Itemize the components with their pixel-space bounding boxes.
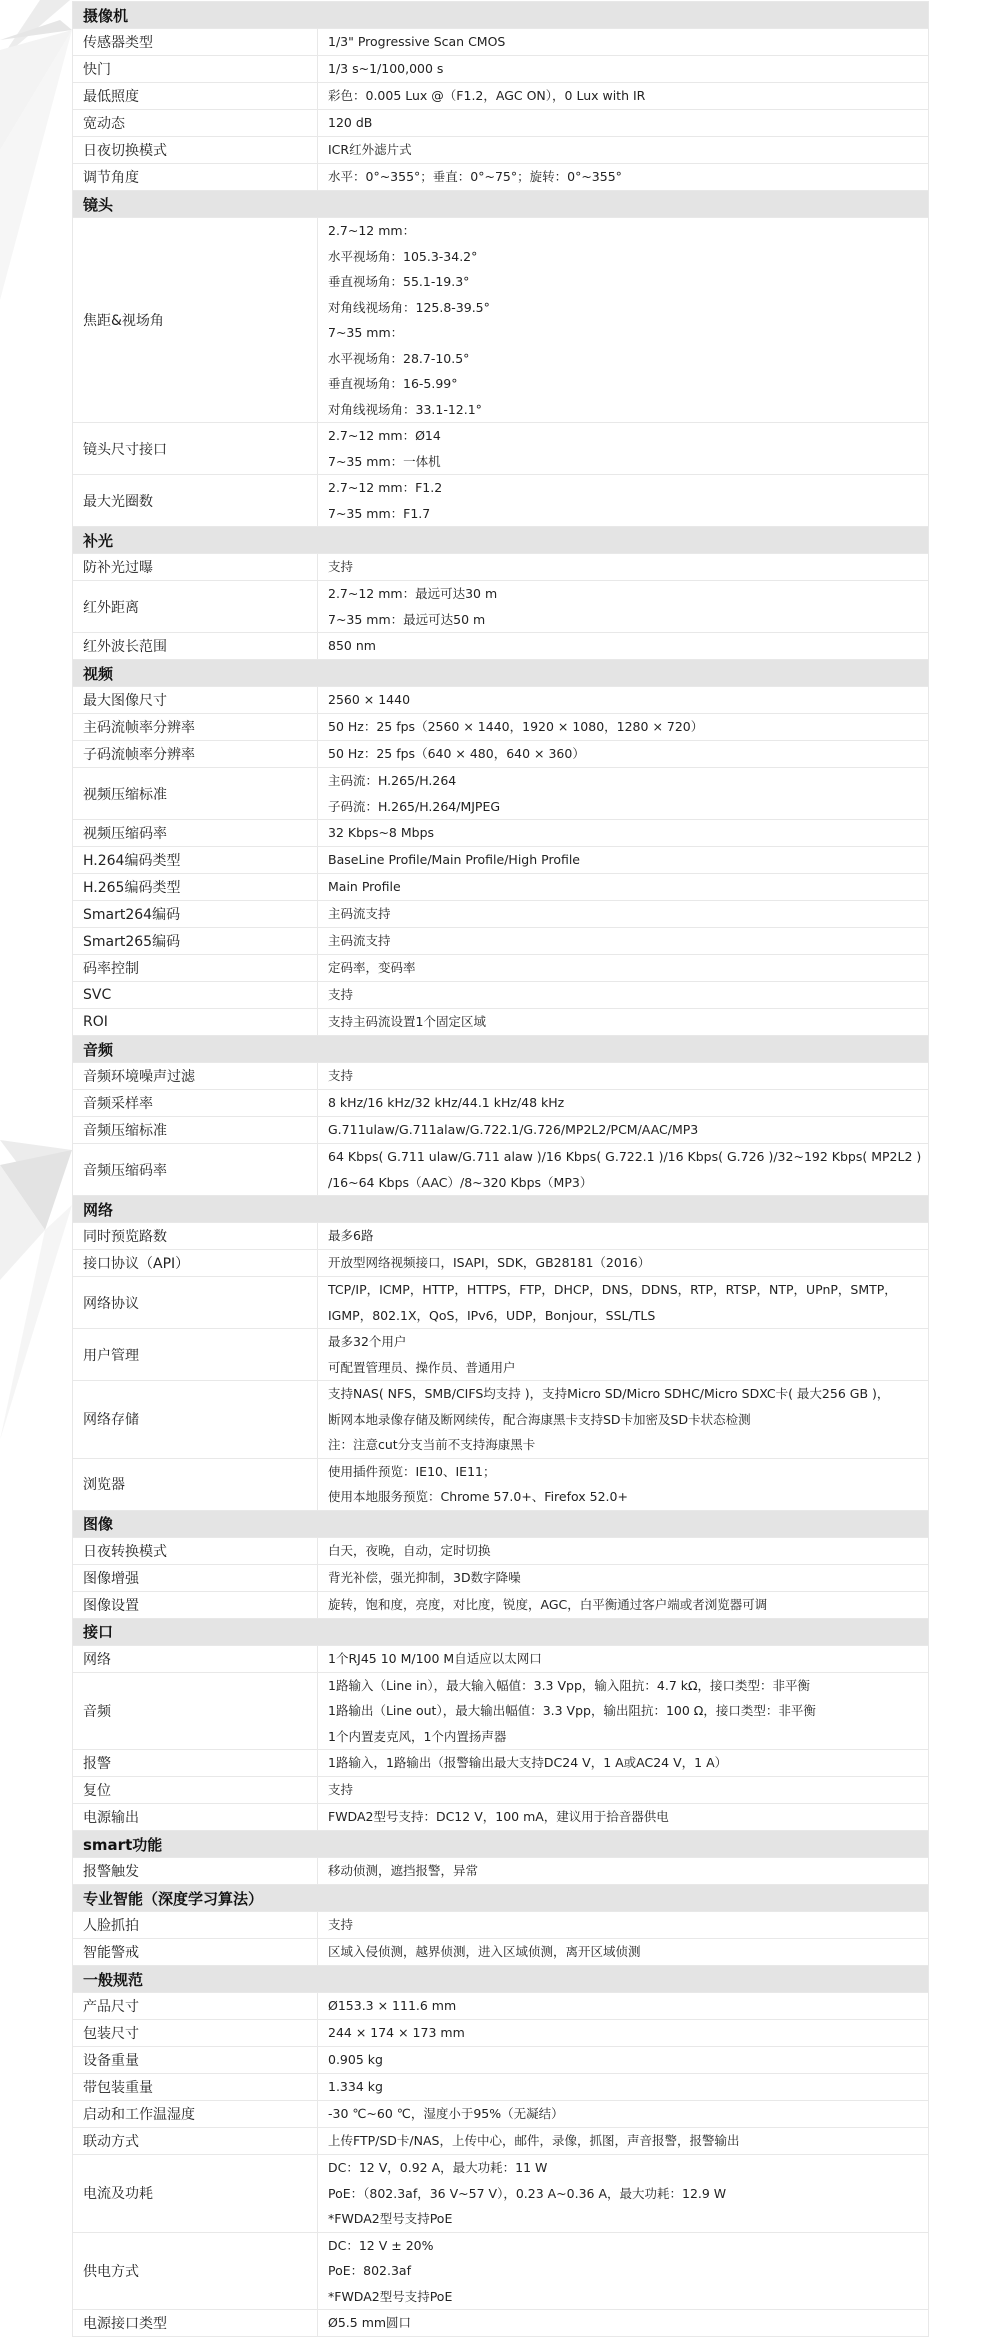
spec-label: 启动和工作温湿度 bbox=[73, 2101, 318, 2128]
spec-value-line: 0.905 kg bbox=[328, 2052, 383, 2067]
section-header bbox=[73, 1831, 929, 1858]
spec-value bbox=[318, 581, 929, 633]
spec-label: 产品尺寸 bbox=[73, 1993, 318, 2020]
spec-label: 图像设置 bbox=[73, 1591, 318, 1618]
spec-value bbox=[318, 1117, 929, 1144]
section-title: smart功能 bbox=[73, 1831, 929, 1858]
spec-value bbox=[318, 847, 929, 874]
spec-label: 快门 bbox=[73, 56, 318, 83]
spec-value bbox=[318, 901, 929, 928]
spec-label: 电流及功耗 bbox=[73, 2155, 318, 2233]
spec-label: H.264编码类型 bbox=[73, 847, 318, 874]
spec-value bbox=[318, 633, 929, 660]
spec-value bbox=[318, 1672, 929, 1750]
spec-label: 码率控制 bbox=[73, 955, 318, 982]
spec-table-body bbox=[73, 2, 929, 2337]
spec-value bbox=[318, 1458, 929, 1510]
section-header bbox=[73, 1510, 929, 1537]
spec-value bbox=[318, 1009, 929, 1036]
spec-label: 视频压缩标准 bbox=[73, 768, 318, 820]
spec-value-line: 2.7~12 mm：F1.2 bbox=[328, 480, 443, 495]
spec-row bbox=[73, 1750, 929, 1777]
spec-value-line: PoE：802.3af bbox=[328, 2263, 411, 2278]
spec-row bbox=[73, 955, 929, 982]
spec-row bbox=[73, 2020, 929, 2047]
spec-row bbox=[73, 928, 929, 955]
spec-value-line: 1个内置麦克风，1个内置扬声器 bbox=[328, 1728, 507, 1744]
spec-value-line: DC：12 V ± 20% bbox=[328, 2237, 434, 2253]
spec-label: 报警 bbox=[73, 1750, 318, 1777]
spec-value bbox=[318, 1144, 929, 1196]
spec-value-line: 对角线视场角：33.1-12.1° bbox=[328, 401, 482, 417]
spec-label: 报警触发 bbox=[73, 1858, 318, 1885]
section-header bbox=[73, 2, 929, 29]
spec-value bbox=[318, 1912, 929, 1939]
spec-value-line: 背光补偿，强光抑制，3D数字降噪 bbox=[328, 1569, 521, 1585]
spec-row bbox=[73, 554, 929, 581]
spec-row bbox=[73, 1090, 929, 1117]
section-title: 网络 bbox=[73, 1196, 929, 1223]
spec-label: H.265编码类型 bbox=[73, 874, 318, 901]
spec-value bbox=[318, 1537, 929, 1564]
spec-value-line: TCP/IP，ICMP，HTTP，HTTPS，FTP，DHCP，DNS，DDNS，RTP，RTSP，NTP，UPnP，SMTP， bbox=[328, 1282, 897, 1297]
spec-label: 焦距&视场角 bbox=[73, 218, 318, 423]
spec-value-line: Ø5.5 mm圆口 bbox=[328, 2315, 412, 2330]
spec-label: 日夜切换模式 bbox=[73, 137, 318, 164]
spec-label: 联动方式 bbox=[73, 2128, 318, 2155]
spec-row bbox=[73, 687, 929, 714]
spec-label: 供电方式 bbox=[73, 2232, 318, 2310]
spec-value-line: 主码流支持 bbox=[328, 933, 391, 948]
section-header bbox=[73, 191, 929, 218]
spec-label: 带包装重量 bbox=[73, 2074, 318, 2101]
spec-label: 宽动态 bbox=[73, 110, 318, 137]
spec-value-line: 120 dB bbox=[328, 115, 373, 130]
spec-row bbox=[73, 2074, 929, 2101]
spec-value bbox=[318, 423, 929, 475]
spec-row bbox=[73, 1329, 929, 1381]
spec-value bbox=[318, 554, 929, 581]
spec-label: 最大图像尺寸 bbox=[73, 687, 318, 714]
spec-label: 音频 bbox=[73, 1672, 318, 1750]
spec-value-line: 主码流支持 bbox=[328, 906, 391, 921]
spec-value bbox=[318, 164, 929, 191]
spec-row bbox=[73, 1912, 929, 1939]
spec-value-line: 2.7~12 mm：Ø14 bbox=[328, 428, 441, 443]
spec-value bbox=[318, 714, 929, 741]
spec-label: 浏览器 bbox=[73, 1458, 318, 1510]
spec-value-line: *FWDA2型号支持PoE bbox=[328, 2288, 453, 2304]
spec-value bbox=[318, 1777, 929, 1804]
spec-row bbox=[73, 741, 929, 768]
spec-value-line: 使用本地服务预览：Chrome 57.0+、Firefox 52.0+ bbox=[328, 1489, 628, 1504]
spec-value-line: 1个RJ45 10 M/100 M自适应以太网口 bbox=[328, 1650, 542, 1666]
spec-label: 音频环境噪声过滤 bbox=[73, 1063, 318, 1090]
spec-row bbox=[73, 164, 929, 191]
spec-value bbox=[318, 2101, 929, 2128]
spec-value bbox=[318, 2155, 929, 2233]
spec-label: 防补光过曝 bbox=[73, 554, 318, 581]
section-title: 视频 bbox=[73, 660, 929, 687]
spec-row bbox=[73, 1777, 929, 1804]
spec-label: 音频压缩标准 bbox=[73, 1117, 318, 1144]
spec-value bbox=[318, 928, 929, 955]
spec-label: 红外波长范围 bbox=[73, 633, 318, 660]
spec-row bbox=[73, 1939, 929, 1966]
spec-label: 网络存储 bbox=[73, 1381, 318, 1459]
spec-value bbox=[318, 2047, 929, 2074]
spec-value-line: 水平：0°~355°；垂直：0°~75°；旋转：0°~355° bbox=[328, 169, 622, 184]
spec-value-line: 7~35 mm：最远可达50 m bbox=[328, 611, 486, 627]
spec-value bbox=[318, 687, 929, 714]
spec-row bbox=[73, 1381, 929, 1459]
spec-row bbox=[73, 83, 929, 110]
spec-value bbox=[318, 2128, 929, 2155]
spec-value bbox=[318, 1090, 929, 1117]
spec-value-line: 区域入侵侦测，越界侦测，进入区域侦测，离开区域侦测 bbox=[328, 1944, 641, 1959]
spec-value-line: 白天，夜晚，自动，定时切换 bbox=[328, 1542, 491, 1558]
spec-value bbox=[318, 1381, 929, 1459]
spec-value-line: Main Profile bbox=[328, 879, 401, 894]
spec-row bbox=[73, 1063, 929, 1090]
spec-value-line: 1路输入，1路输出（报警输出最大支持DC24 V，1 A或AC24 V，1 A） bbox=[328, 1755, 728, 1770]
spec-label: 人脸抓拍 bbox=[73, 1912, 318, 1939]
spec-value-line: 注：注意cut分支当前不支持海康黑卡 bbox=[328, 1437, 536, 1452]
spec-label: 用户管理 bbox=[73, 1329, 318, 1381]
spec-value bbox=[318, 56, 929, 83]
spec-row bbox=[73, 714, 929, 741]
spec-value bbox=[318, 2232, 929, 2310]
spec-value-line: 支持 bbox=[328, 987, 354, 1002]
section-title: 镜头 bbox=[73, 191, 929, 218]
spec-value-line: 2560 × 1440 bbox=[328, 692, 411, 707]
spec-value bbox=[318, 768, 929, 820]
spec-value-line: 7~35 mm：一体机 bbox=[328, 453, 441, 469]
spec-row bbox=[73, 1144, 929, 1196]
spec-value bbox=[318, 137, 929, 164]
spec-value-line: 支持 bbox=[328, 559, 354, 574]
spec-value bbox=[318, 218, 929, 423]
spec-value-line: 1路输出（Line out），最大输出幅值：3.3 Vpp，输出阻抗：100 Ω，接口类型：非平衡 bbox=[328, 1703, 816, 1718]
spec-label: 接口协议（API） bbox=[73, 1250, 318, 1277]
section-header bbox=[73, 660, 929, 687]
spec-label: 镜头尺寸接口 bbox=[73, 423, 318, 475]
spec-value-line: ICR红外滤片式 bbox=[328, 142, 412, 157]
spec-row bbox=[73, 137, 929, 164]
spec-row bbox=[73, 1672, 929, 1750]
spec-value-line: 32 Kbps~8 Mbps bbox=[328, 825, 435, 840]
spec-value-line: 7~35 mm：F1.7 bbox=[328, 505, 431, 521]
spec-value-line: 支持 bbox=[328, 1068, 354, 1083]
section-title: 一般规范 bbox=[73, 1966, 929, 1993]
spec-value bbox=[318, 475, 929, 527]
spec-value bbox=[318, 955, 929, 982]
spec-label: 智能警戒 bbox=[73, 1939, 318, 1966]
spec-row bbox=[73, 1645, 929, 1672]
spec-row bbox=[73, 633, 929, 660]
spec-value-line: 2.7~12 mm：最远可达30 m bbox=[328, 586, 498, 601]
spec-value bbox=[318, 1804, 929, 1831]
spec-value-line: 64 Kbps( G.711 ulaw/G.711 alaw )/16 Kbps( G.722.1 )/16 Kbps( G.726 )/32~192 Kbps( MP2L2 ) bbox=[328, 1149, 922, 1164]
spec-value bbox=[318, 1939, 929, 1966]
spec-value-line: 水平视场角：105.3-34.2° bbox=[328, 248, 478, 264]
spec-value bbox=[318, 110, 929, 137]
spec-value-line: 断网本地录像存储及断网续传，配合海康黑卡支持SD卡加密及SD卡状态检测 bbox=[328, 1411, 751, 1427]
spec-value bbox=[318, 1277, 929, 1329]
spec-value bbox=[318, 1250, 929, 1277]
spec-label: 调节角度 bbox=[73, 164, 318, 191]
spec-value-line: 244 × 174 × 173 mm bbox=[328, 2025, 465, 2040]
spec-value-line: 1.334 kg bbox=[328, 2079, 383, 2094]
spec-value-line: 50 Hz：25 fps（640 × 480，640 × 360） bbox=[328, 746, 585, 761]
spec-label: 视频压缩码率 bbox=[73, 820, 318, 847]
spec-value-line: 开放型网络视频接口，ISAPI，SDK，GB28181（2016） bbox=[328, 1255, 651, 1270]
spec-row bbox=[73, 820, 929, 847]
spec-value bbox=[318, 1993, 929, 2020]
spec-label: 包装尺寸 bbox=[73, 2020, 318, 2047]
spec-value-line: 最多6路 bbox=[328, 1228, 374, 1243]
spec-row bbox=[73, 29, 929, 56]
spec-row bbox=[73, 874, 929, 901]
spec-value-line: 支持NAS( NFS，SMB/CIFS均支持 )，支持Micro SD/Micro SDHC/Micro SDXC卡( 最大256 GB )， bbox=[328, 1386, 890, 1401]
section-title: 音频 bbox=[73, 1036, 929, 1063]
spec-value-line: PoE：（802.3af，36 V~57 V），0.23 A~0.36 A，最大功耗：12.9 W bbox=[328, 2185, 727, 2201]
spec-row bbox=[73, 2101, 929, 2128]
spec-value bbox=[318, 29, 929, 56]
spec-value-line: 最多32个用户 bbox=[328, 1334, 407, 1349]
spec-row bbox=[73, 2128, 929, 2155]
spec-value-line: 1路输入（Line in），最大输入幅值：3.3 Vpp，输入阻抗：4.7 kΩ，接口类型：非平衡 bbox=[328, 1677, 811, 1693]
section-title: 专业智能（深度学习算法） bbox=[73, 1885, 929, 1912]
spec-value-line: 垂直视场角：16-5.99° bbox=[328, 376, 458, 391]
spec-value-line: 1/3" Progressive Scan CMOS bbox=[328, 34, 506, 49]
spec-value bbox=[318, 1063, 929, 1090]
spec-label: Smart264编码 bbox=[73, 901, 318, 928]
spec-row bbox=[73, 56, 929, 83]
spec-row bbox=[73, 901, 929, 928]
spec-label: SVC bbox=[73, 982, 318, 1009]
spec-label: ROI bbox=[73, 1009, 318, 1036]
spec-value-line: 水平视场角：28.7-10.5° bbox=[328, 350, 470, 366]
spec-label: 网络 bbox=[73, 1645, 318, 1672]
spec-value bbox=[318, 1858, 929, 1885]
spec-value bbox=[318, 2074, 929, 2101]
spec-value-line: 2.7~12 mm： bbox=[328, 223, 416, 238]
spec-value-line: 旋转，饱和度，亮度，对比度，锐度，AGC，白平衡通过客户端或者浏览器可调 bbox=[328, 1596, 768, 1612]
spec-value bbox=[318, 741, 929, 768]
spec-value bbox=[318, 982, 929, 1009]
spec-value bbox=[318, 83, 929, 110]
spec-value-line: 支持主码流设置1个固定区域 bbox=[328, 1014, 486, 1029]
spec-label: 设备重量 bbox=[73, 2047, 318, 2074]
spec-value-line: IGMP，802.1X，QoS，IPv6，UDP，Bonjour，SSL/TLS bbox=[328, 1307, 656, 1323]
section-header bbox=[73, 1196, 929, 1223]
spec-row bbox=[73, 1993, 929, 2020]
spec-value bbox=[318, 1645, 929, 1672]
spec-label: Smart265编码 bbox=[73, 928, 318, 955]
spec-value-line: Ø153.3 × 111.6 mm bbox=[328, 1998, 457, 2013]
spec-row bbox=[73, 847, 929, 874]
spec-value-line: 可配置管理员、操作员、普通用户 bbox=[328, 1359, 516, 1375]
spec-row bbox=[73, 1117, 929, 1144]
spec-row bbox=[73, 1591, 929, 1618]
spec-label: 日夜转换模式 bbox=[73, 1537, 318, 1564]
spec-table bbox=[72, 1, 929, 2337]
spec-value-line: 彩色：0.005 Lux @（F1.2，AGC ON），0 Lux with IR bbox=[328, 88, 646, 103]
spec-row bbox=[73, 218, 929, 423]
spec-value-line: *FWDA2型号支持PoE bbox=[328, 2211, 453, 2226]
spec-label: 音频压缩码率 bbox=[73, 1144, 318, 1196]
spec-row bbox=[73, 475, 929, 527]
spec-label: 电源输出 bbox=[73, 1804, 318, 1831]
spec-value bbox=[318, 2310, 929, 2337]
spec-value-line: 对角线视场角：125.8-39.5° bbox=[328, 299, 490, 315]
spec-value bbox=[318, 874, 929, 901]
spec-label: 最低照度 bbox=[73, 83, 318, 110]
spec-row bbox=[73, 581, 929, 633]
spec-value-line: 7~35 mm： bbox=[328, 325, 404, 340]
spec-row bbox=[73, 982, 929, 1009]
section-title: 接口 bbox=[73, 1618, 929, 1645]
spec-row bbox=[73, 1250, 929, 1277]
spec-value-line: 1/3 s~1/100,000 s bbox=[328, 61, 444, 76]
spec-row bbox=[73, 2232, 929, 2310]
section-title: 摄像机 bbox=[73, 2, 929, 29]
spec-value bbox=[318, 1591, 929, 1618]
spec-value bbox=[318, 820, 929, 847]
spec-label: 最大光圈数 bbox=[73, 475, 318, 527]
spec-row bbox=[73, 1009, 929, 1036]
spec-row bbox=[73, 2155, 929, 2233]
spec-label: 音频采样率 bbox=[73, 1090, 318, 1117]
spec-value-line: 支持 bbox=[328, 1917, 354, 1932]
spec-row bbox=[73, 2047, 929, 2074]
spec-value-line: DC：12 V，0.92 A，最大功耗：11 W bbox=[328, 2160, 548, 2175]
spec-value-line: 定码率，变码率 bbox=[328, 960, 416, 975]
spec-value-line: 子码流：H.265/H.264/MJPEG bbox=[328, 798, 501, 814]
spec-value-line: 移动侦测，遮挡报警，异常 bbox=[328, 1863, 479, 1878]
spec-label: 同时预览路数 bbox=[73, 1223, 318, 1250]
spec-row bbox=[73, 1537, 929, 1564]
spec-value-line: 50 Hz：25 fps（2560 × 1440，1920 × 1080，1280 × 720） bbox=[328, 719, 704, 734]
spec-label: 子码流帧率分辨率 bbox=[73, 741, 318, 768]
spec-value-line: 垂直视场角：55.1-19.3° bbox=[328, 274, 470, 289]
spec-value-line: -30 ℃~60 ℃，湿度小于95%（无凝结） bbox=[328, 2106, 564, 2121]
spec-value-line: G.711ulaw/G.711alaw/G.722.1/G.726/MP2L2/PCM/AAC/MP3 bbox=[328, 1122, 699, 1137]
spec-value bbox=[318, 1564, 929, 1591]
spec-value-line: 850 nm bbox=[328, 638, 376, 653]
spec-value-line: BaseLine Profile/Main Profile/High Profile bbox=[328, 852, 581, 867]
spec-value-line: 使用插件预览：IE10、IE11； bbox=[328, 1463, 496, 1479]
spec-row bbox=[73, 1804, 929, 1831]
spec-value bbox=[318, 2020, 929, 2047]
section-header bbox=[73, 527, 929, 554]
spec-value-line: 主码流：H.265/H.264 bbox=[328, 773, 457, 788]
spec-label: 网络协议 bbox=[73, 1277, 318, 1329]
spec-row bbox=[73, 110, 929, 137]
spec-value-line: FWDA2型号支持：DC12 V，100 mA，建议用于拾音器供电 bbox=[328, 1809, 669, 1824]
spec-value bbox=[318, 1750, 929, 1777]
spec-label: 复位 bbox=[73, 1777, 318, 1804]
spec-value bbox=[318, 1329, 929, 1381]
section-header bbox=[73, 1036, 929, 1063]
spec-label: 图像增强 bbox=[73, 1564, 318, 1591]
spec-label: 电源接口类型 bbox=[73, 2310, 318, 2337]
section-header bbox=[73, 1885, 929, 1912]
spec-value-line: 支持 bbox=[328, 1782, 354, 1797]
spec-row bbox=[73, 1564, 929, 1591]
section-title: 图像 bbox=[73, 1510, 929, 1537]
spec-row bbox=[73, 1458, 929, 1510]
section-header bbox=[73, 1618, 929, 1645]
spec-row bbox=[73, 2310, 929, 2337]
spec-label: 红外距离 bbox=[73, 581, 318, 633]
spec-row bbox=[73, 1858, 929, 1885]
spec-label: 传感器类型 bbox=[73, 29, 318, 56]
spec-row bbox=[73, 423, 929, 475]
spec-row bbox=[73, 1277, 929, 1329]
spec-value-line: /16~64 Kbps（AAC）/8~320 Kbps（MP3） bbox=[328, 1174, 593, 1190]
spec-row bbox=[73, 1223, 929, 1250]
section-header bbox=[73, 1966, 929, 1993]
spec-value-line: 8 kHz/16 kHz/32 kHz/44.1 kHz/48 kHz bbox=[328, 1095, 565, 1110]
spec-label: 主码流帧率分辨率 bbox=[73, 714, 318, 741]
spec-value bbox=[318, 1223, 929, 1250]
spec-row bbox=[73, 768, 929, 820]
section-title: 补光 bbox=[73, 527, 929, 554]
spec-value-line: 上传FTP/SD卡/NAS，上传中心，邮件，录像，抓图，声音报警，报警输出 bbox=[328, 2133, 740, 2148]
